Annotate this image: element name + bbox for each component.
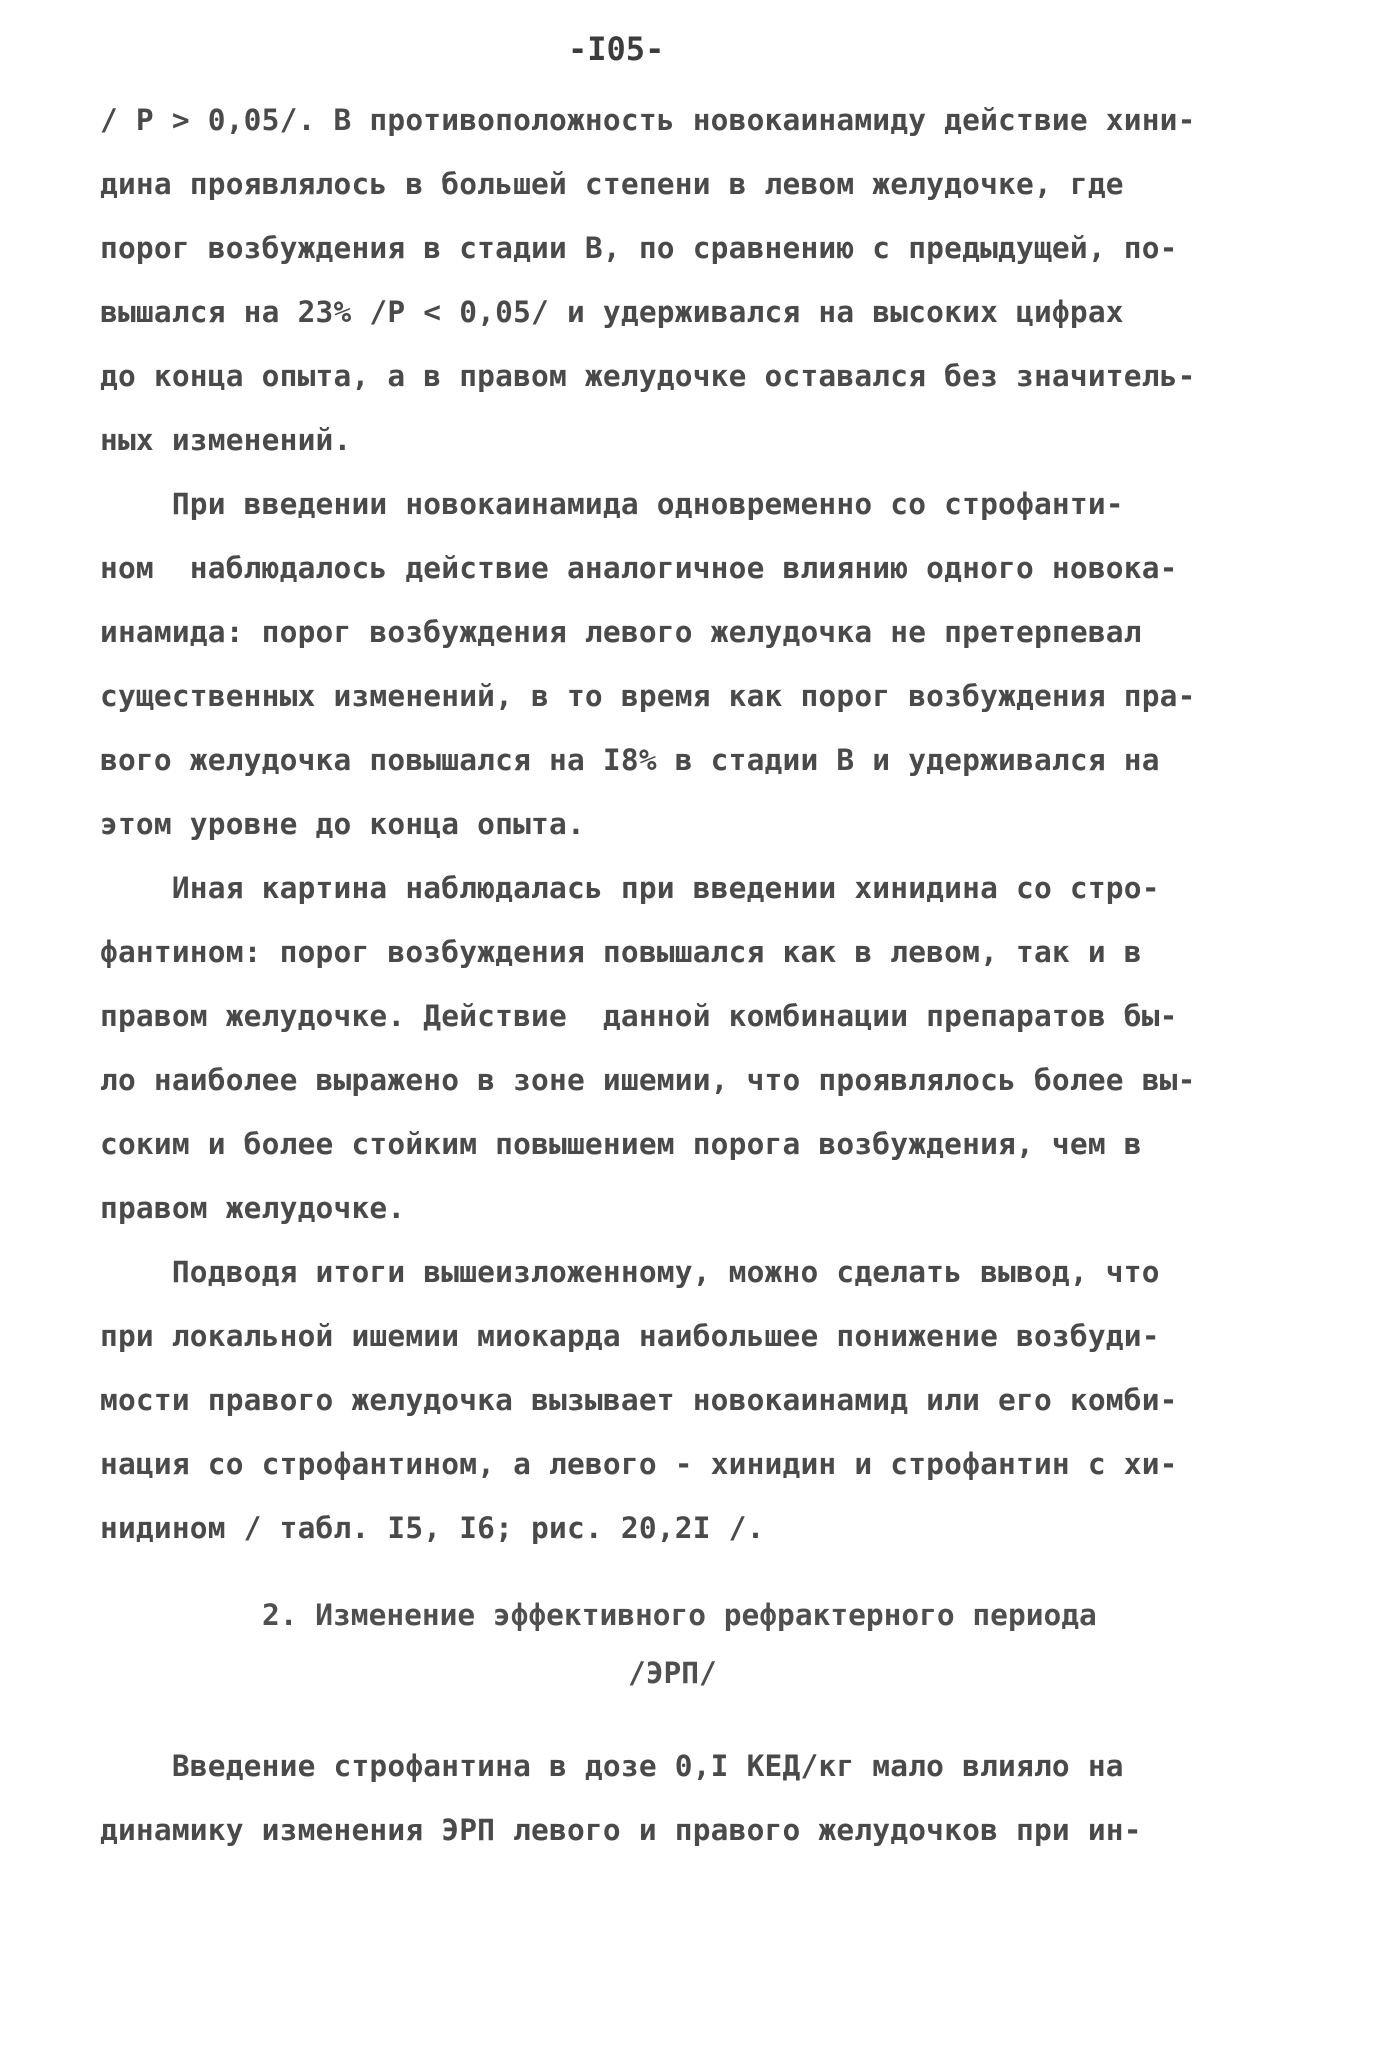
text-line: соким и более стойким повышением порога возбуждения, чем в bbox=[100, 1127, 1142, 1161]
text-line: вышался на 23% /P < 0,05/ и удерживался на высоких цифрах bbox=[100, 295, 1124, 329]
text-line: мости правого желудочка вызывает новокаинамид или его комби- bbox=[100, 1383, 1178, 1417]
text-line: Подводя итоги вышеизложенному, можно сделать вывод, что bbox=[100, 1255, 1160, 1289]
text-line: ном наблюдалось действие аналогичное влиянию одного новока- bbox=[100, 551, 1178, 585]
text-line: существенных изменений, в то время как порог возбуждения пра- bbox=[100, 679, 1196, 713]
text-line: При введении новокаинамида одновременно со строфанти- bbox=[100, 487, 1124, 521]
text-line: вого желудочка повышался на I8% в стадии В и удерживался на bbox=[100, 743, 1160, 777]
text-line: правом желудочке. bbox=[100, 1191, 406, 1225]
text-line: правом желудочке. Действие данной комбинации препаратов бы- bbox=[100, 999, 1178, 1033]
text-line: дина проявлялось в большей степени в левом желудочке, где bbox=[100, 167, 1124, 201]
text-line: нация со строфантином, а левого - хинидин и строфантин с хи- bbox=[100, 1447, 1178, 1481]
section-heading-abbrev: /ЭРП/ bbox=[628, 1656, 717, 1690]
section-heading: 2. Изменение эффективного рефрактерного периода bbox=[262, 1598, 1097, 1632]
text-line: нидином / табл. I5, I6; рис. 20,2I /. bbox=[100, 1511, 765, 1545]
page-number: -I05- bbox=[568, 30, 665, 68]
text-line: динамику изменения ЭРП левого и правого желудочков при ин- bbox=[100, 1813, 1142, 1847]
text-line: ных изменений. bbox=[100, 423, 352, 457]
text-line: Введение строфантина в дозе 0,I КЕД/кг мало влияло на bbox=[100, 1749, 1124, 1783]
text-line: инамида: порог возбуждения левого желудочка не претерпевал bbox=[100, 615, 1142, 649]
text-line: ло наиболее выражено в зоне ишемии, что проявлялось более вы- bbox=[100, 1063, 1196, 1097]
text-line: порог возбуждения в стадии В, по сравнению с предыдущей, по- bbox=[100, 231, 1178, 265]
text-line: Иная картина наблюдалась при введении хинидина со стро- bbox=[100, 871, 1160, 905]
text-line: при локальной ишемии миокарда наибольшее понижение возбуди- bbox=[100, 1319, 1160, 1353]
text-line: / P > 0,05/. В противоположность новокаинамиду действие хини- bbox=[100, 103, 1196, 137]
text-line: этом уровне до конца опыта. bbox=[100, 807, 585, 841]
text-line: до конца опыта, а в правом желудочке оставался без значитель- bbox=[100, 359, 1196, 393]
text-line: фантином: порог возбуждения повышался как в левом, так и в bbox=[100, 935, 1142, 969]
